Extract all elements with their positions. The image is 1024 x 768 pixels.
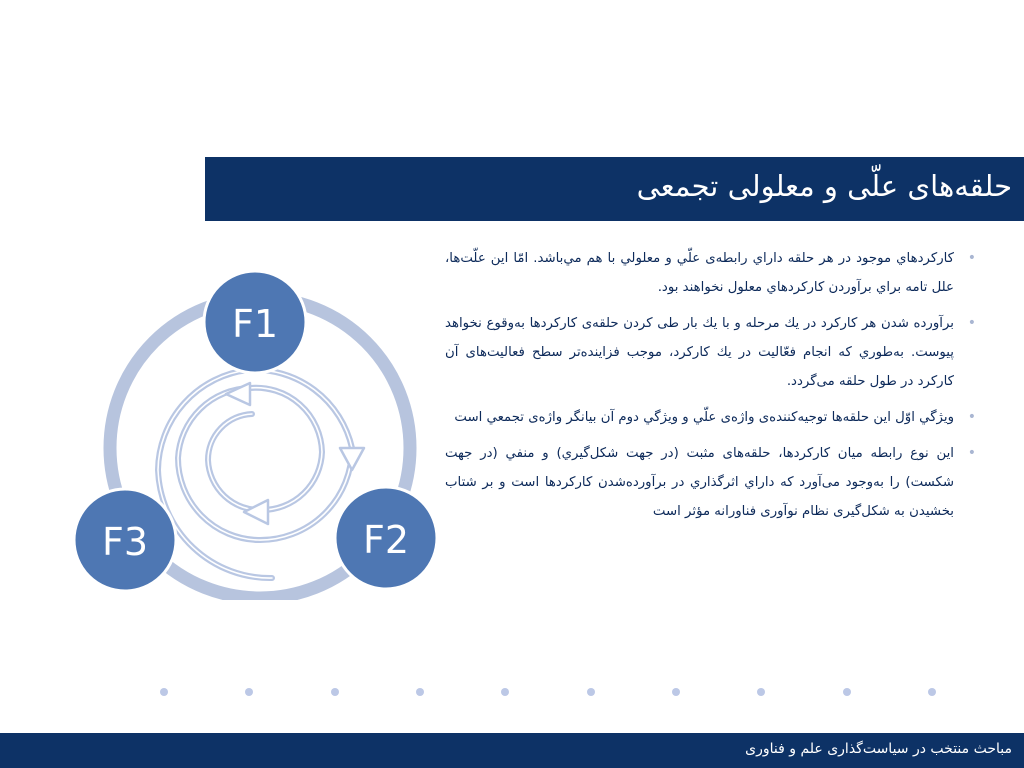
bullet-item: • ويژگي اوّل اين حلقه‌ها توجيه‌كننده‌ی واژه‌ی علّي و ويژگي دوم آن بيانگر واژه‌ی تجمعي است — [445, 403, 980, 432]
bullet-dot-icon: • — [967, 250, 976, 266]
node-f1 — [204, 271, 306, 373]
svg-text:F1: F1 — [231, 302, 279, 346]
dot-icon — [928, 688, 936, 696]
spiral-arrowhead-bottom-icon — [244, 500, 268, 524]
svg-text:F2: F2 — [362, 518, 410, 562]
dot-icon — [843, 688, 851, 696]
bullet-item: • اين نوع رابطه ميان كاركردها، حلقه‌های مثبت (در جهت شكل‌گيري) و منفي (در جهت شكست) را به‌وجود می‌آورد كه داراي اثرگذاري در برآورده‌شدن كاركردها است و بر شتاب بخشيدن به شكل‌گيری نظام نوآوری فناورانه مؤثر است — [445, 439, 980, 526]
spiral-arrowhead-right-icon — [340, 448, 364, 470]
dot-icon — [416, 688, 424, 696]
bullet-dot-icon: • — [967, 445, 976, 461]
dot-icon — [672, 688, 680, 696]
slide-title: حلقه‌های علّی و معلولی تجمعی — [636, 169, 1012, 203]
dot-icon — [160, 688, 168, 696]
title-bar — [205, 157, 1024, 221]
bullet-item: • برآورده شدن هر كاركرد در يك مرحله و با يك بار طی كردن حلقه‌ی كاركردها به‌وقوع نخواهد پيوست. به‌طوري كه انجام فعّاليت در يك كاركرد، موجب فزاينده‌تر سطح فعالیت‌های آن كاركرد در طول حلقه می‌گردد. — [445, 309, 980, 396]
footer-bar — [0, 733, 1024, 768]
dot-icon — [757, 688, 765, 696]
bullet-item: • كاركردهاي موجود در هر حلقه داراي رابطه‌ی علّي و معلولي با هم مي‌باشد. امّا اين علّت‌ها، علل تامه براي برآوردن كاركردهاي معلول نخواهند بود. — [445, 244, 980, 302]
node-f3 — [74, 489, 176, 591]
bullet-dot-icon: • — [967, 315, 976, 331]
cycle-diagram — [60, 260, 460, 600]
bullet-dot-icon: • — [967, 409, 976, 425]
dot-icon — [587, 688, 595, 696]
footer-text: مباحث منتخب در سیاست‌گذاری علم و فناوری — [745, 741, 1012, 757]
decorative-dots — [160, 686, 940, 700]
svg-text:F3: F3 — [101, 520, 149, 564]
dot-icon — [331, 688, 339, 696]
bullet-list — [445, 244, 980, 533]
dot-icon — [245, 688, 253, 696]
dot-icon — [501, 688, 509, 696]
node-f2 — [335, 487, 437, 589]
